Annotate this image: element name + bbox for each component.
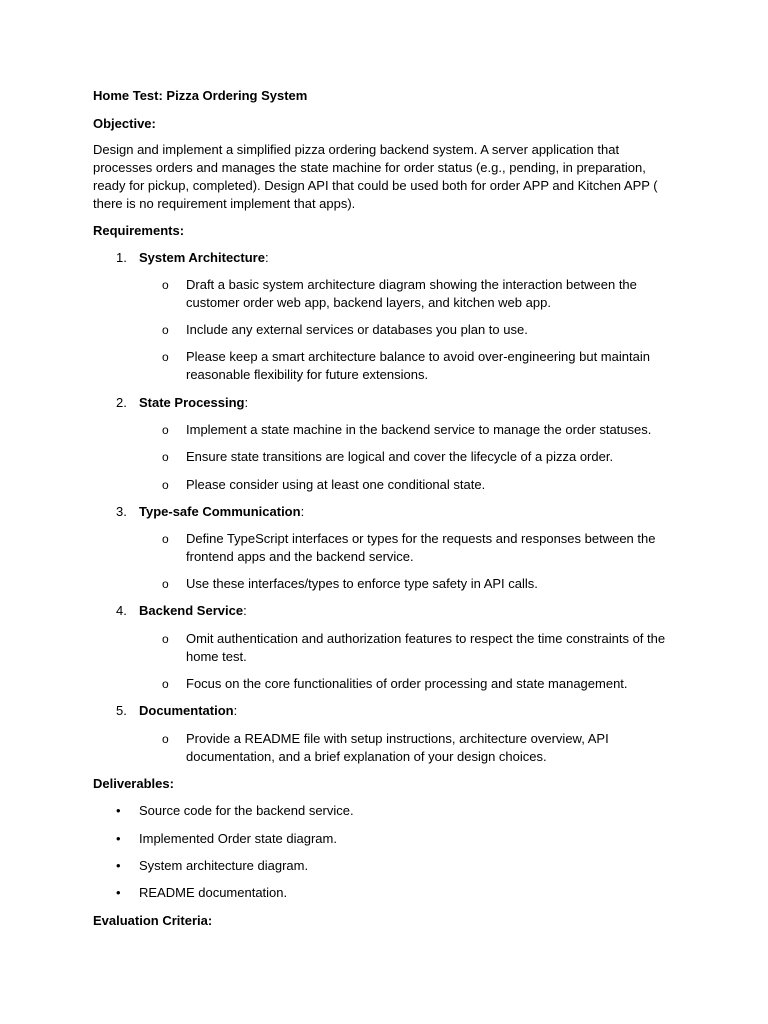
requirement-number: 1. — [116, 250, 127, 265]
requirement-suffix: : — [300, 504, 305, 519]
circle-bullet: o — [162, 577, 169, 591]
requirements-heading: Requirements: — [93, 223, 185, 238]
circle-bullet: o — [162, 350, 169, 364]
requirement-number: 4. — [116, 603, 127, 618]
deliverables-heading: Deliverables: — [93, 776, 174, 791]
deliverable-item: Implemented Order state diagram. — [139, 831, 337, 846]
requirement-number: 2. — [116, 395, 127, 410]
requirement-bullet: Please keep a smart architecture balance to avoid over-engineering but maintain reasonable flexibility for future extensions. — [186, 349, 650, 382]
requirement-suffix: : — [264, 250, 269, 265]
requirement-suffix: : — [233, 703, 238, 718]
requirement-title: System Architecture — [139, 250, 265, 265]
requirement-title: State Processing — [139, 395, 245, 410]
requirement-title: Documentation — [139, 703, 234, 718]
requirement-suffix: : — [243, 603, 247, 618]
requirement-bullet: Implement a state machine in the backend service to manage the order statuses. — [186, 422, 652, 437]
circle-bullet: o — [162, 323, 169, 337]
deliverable-item: System architecture diagram. — [139, 858, 309, 873]
requirement-heading — [139, 503, 304, 521]
requirement-heading — [139, 602, 247, 620]
requirement-title: Type-safe Communication — [139, 504, 301, 519]
objective-heading: Objective: — [93, 116, 156, 131]
circle-bullet: o — [162, 450, 169, 464]
deliverable-item: README documentation. — [139, 885, 288, 900]
requirement-title: Backend Service — [139, 603, 244, 618]
requirement-heading — [139, 702, 237, 720]
dot-bullet: • — [116, 858, 121, 873]
circle-bullet: o — [162, 278, 169, 292]
requirement-number: 3. — [116, 504, 127, 519]
dot-bullet: • — [116, 803, 121, 818]
dot-bullet: • — [116, 831, 121, 846]
document-title: Home Test: Pizza Ordering System — [93, 88, 308, 103]
circle-bullet: o — [162, 732, 169, 746]
requirement-bullet: Focus on the core functionalities of order processing and state management. — [186, 676, 628, 691]
requirement-number: 5. — [116, 703, 127, 718]
objective-text: Design and implement a simplified pizza ordering backend system. A server application that processes orders and manages the state machine for order status (e.g., pending, in preparation, ready for pickup, completed). Design API that could be used both for order APP and Kitchen APP ( there is no requirement implement that apps). — [93, 142, 658, 211]
circle-bullet: o — [162, 677, 169, 691]
requirement-bullet: Use these interfaces/types to enforce type safety in API calls. — [186, 576, 538, 591]
circle-bullet: o — [162, 423, 169, 437]
deliverable-item: Source code for the backend service. — [139, 803, 354, 818]
requirement-bullet: Provide a README file with setup instructions, architecture overview, API documentation, and a brief explanation of your design choices. — [186, 731, 609, 764]
circle-bullet: o — [162, 532, 169, 546]
requirement-bullet: Include any external services or databases you plan to use. — [186, 322, 528, 337]
evaluation-heading: Evaluation Criteria: — [93, 913, 213, 928]
requirement-bullet: Ensure state transitions are logical and cover the lifecycle of a pizza order. — [186, 449, 614, 464]
requirement-bullet: Please consider using at least one conditional state. — [186, 477, 486, 492]
requirement-bullet: Define TypeScript interfaces or types for the requests and responses between the frontend apps and the backend service. — [186, 531, 656, 564]
requirement-heading — [139, 394, 248, 412]
circle-bullet: o — [162, 632, 169, 646]
requirement-bullet: Omit authentication and authorization features to respect the time constraints of the home test. — [186, 631, 666, 664]
requirement-suffix: : — [244, 395, 249, 410]
requirement-bullet: Draft a basic system architecture diagram showing the interaction between the customer order web app, backend layers, and kitchen web app. — [186, 277, 637, 310]
requirement-heading — [139, 249, 269, 267]
dot-bullet: • — [116, 885, 121, 900]
circle-bullet: o — [162, 478, 169, 492]
